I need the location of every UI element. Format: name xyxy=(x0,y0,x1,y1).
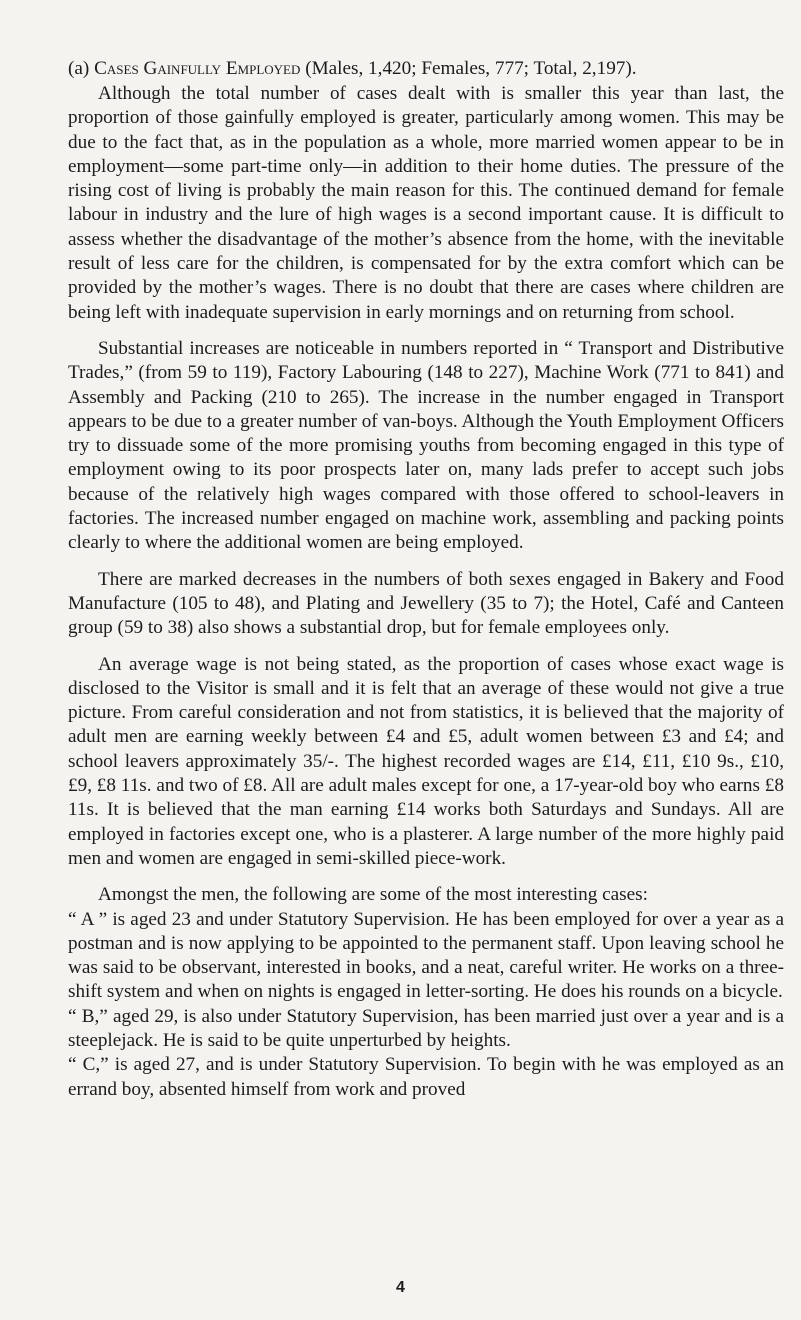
case-a: “ A ” is aged 23 and under Statutory Supervision. He has been employed for over a year as a postman and is now applying to be appointed to the permanent staff. Upon leaving school he was said to be observant, interested in books, and a neat, careful writer. He works on a three-shift system and when on nights is engaged in letter-sorting. He does his rounds on a bicycle. xyxy=(68,908,784,1003)
case-b: “ B,” aged 29, is also under Statutory Supervision, has been married just over a year and is a steeplejack. He is said to be quite unperturbed by heights. xyxy=(68,1005,784,1051)
paragraph-cases-intro: Amongst the men, the following are some of the most interesting cases: xyxy=(98,884,648,906)
page-number: 4 xyxy=(396,1279,405,1296)
section-title: Cases Gainfully Employed xyxy=(94,58,301,79)
section-heading xyxy=(68,57,784,81)
paragraph-proportion-employed: Although the total number of cases dealt with is smaller this year than last, the proportion of those gainfully employed is greater, particularly among women. This may be due to the fact that, as in the population as a whole, more married women appear to be in employment—some part-time only—in addition to their home duties. The pressure of the rising cost of living is probably the main reason for this. The continued demand for female labour in industry and the lure of high wages is a second important cause. It is difficult to assess whether the disadvantage of the mother’s absence from the home, with the inevitable result of less care for the children, is compensated for by the extra comfort which can be provided by the mother’s wages. There is no doubt that there are cases where children are being left with inadequate supervision in early mornings and on returning from school. xyxy=(68,83,784,323)
paragraph-decreases: There are marked decreases in the numbers of both sexes engaged in Bakery and Food Manufacture (105 to 48), and Plating and Jewellery (35 to 7); the Hotel, Café and Canteen group (59 to 38) also shows a substantial drop, but for female employees only. xyxy=(68,568,784,639)
paragraph-wages: An average wage is not being stated, as the proportion of cases whose exact wage is disclosed to the Visitor is small and it is felt that an average of these would not give a true picture. From careful consideration and not from statistics, it is believed that the majority of adult men are earning weekly between £4 and £5, adult women between £3 and £4; and school leavers approximately 35/-. The highest recorded wages are £14, £11, £10 9s., £10, £9, £8 11s. and two of £8. All are adult males except for one, a 17-year-old boy who earns £8 11s. It is believed that the man earning £14 works both Saturdays and Sundays. All are employed in factories except one, who is a plasterer. A large number of the more highly paid men and women are engaged in semi-skilled piece-work. xyxy=(68,653,784,869)
case-c: “ C,” is aged 27, and is under Statutory Supervision. To begin with he was employed as an errand boy, absented himself from work and proved xyxy=(68,1054,784,1100)
page-body xyxy=(68,57,784,1102)
paragraph-increases: Substantial increases are noticeable in numbers reported in “ Transport and Distributive Trades,” (from 59 to 119), Factory Labouring (148 to 227), Machine Work (771 to 841) and Assembly and Packing (210 to 265). The increase in the number engaged in Transport appears to be due to a greater number of van-boys. Although the Youth Employment Officers try to dissuade some of the more promising youths from becoming engaged in this type of employment owing to its poor prospects later on, many lads prefer to accept such jobs because of the relatively high wages compared with those offered to school-leavers in factories. The increased number engaged on machine work, assembling and packing points clearly to where the additional women are being employed. xyxy=(68,337,784,554)
section-figures: (Males, 1,420; Females, 777; Total, 2,197). xyxy=(305,58,637,79)
section-label: (a) xyxy=(68,58,90,79)
